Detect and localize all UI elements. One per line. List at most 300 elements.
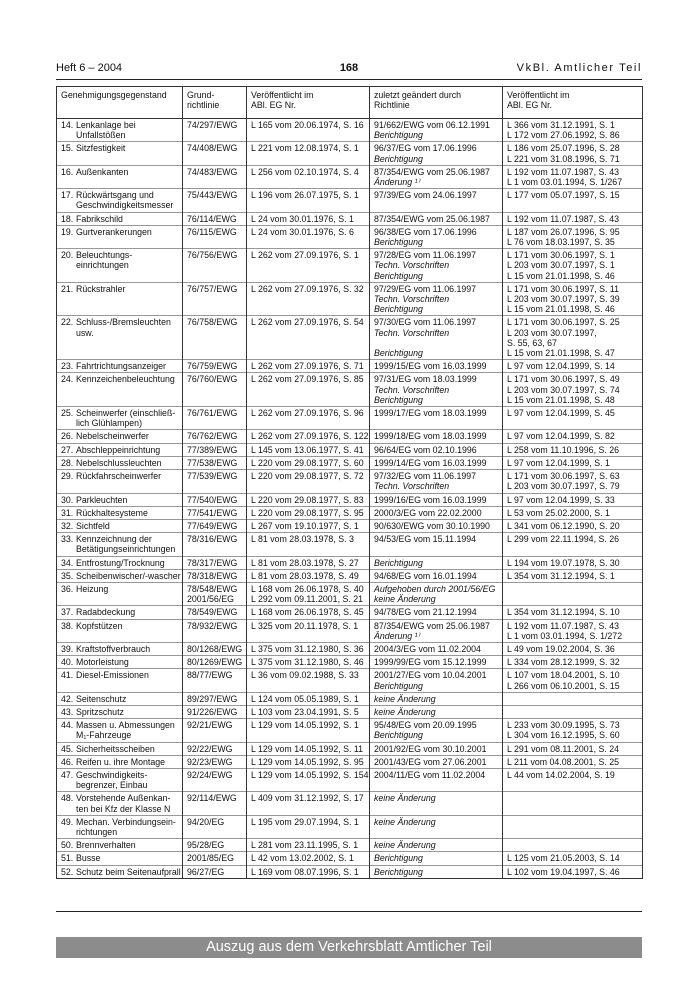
table-row [57,165,643,188]
table-row [57,642,643,655]
cell-line: 78/317/EWG [187,557,238,568]
cell-line: L 221 vom 31.08.1996, S. 71 [507,153,620,164]
subject-cell [57,119,183,142]
table-row [57,443,643,456]
cell-line: L 49 vom 19.02.2004, S. 36 [507,643,615,654]
subject-cell [57,407,183,430]
cell-line: 95/48/EG vom 20.09.1995 [374,720,477,731]
amended-by-cell [370,865,503,878]
published-cell [247,719,370,742]
table-row [57,360,643,373]
cell-line: Techn. Vorschriften [374,260,450,271]
subject-cell [57,189,183,212]
published-cell [247,470,370,493]
published-cell [247,282,370,316]
amend-published-cell [503,225,643,248]
cell-line: L 97 vom 12.04.1999, S. 82 [507,431,615,442]
cell-line: 1999/15/EG vom 16.03.1999 [374,361,487,372]
amended-by-cell [370,755,503,768]
cell-line: L 81 vom 28.03.1978, S. 3 [251,534,354,545]
row-number: 52. [61,866,74,877]
published-cell [247,316,370,360]
cell-line: 78/318/EWG [187,570,238,581]
cell-line: Techn. Vorschriften [374,384,450,395]
cell-line: L 171 vom 30.06.1997, S. 63 [507,471,620,482]
amended-by-cell [370,225,503,248]
cell-line: 96/64/EG vom 02.10.1996 [374,444,477,455]
subject-cell [57,212,183,225]
cell-line: 97/28/EG vom 11.06.1997 [374,250,477,261]
published-cell [247,852,370,865]
cell-line: L 354 vom 31.12.1994, S. 1 [507,570,615,581]
base-directive-cell [183,373,247,407]
subject-cell [57,225,183,248]
table-row [57,519,643,532]
subject-text: Rückfahrscheinwerfer [76,471,162,482]
cell-line: 2001/85/EG [187,853,234,864]
published-cell [247,742,370,755]
published-cell [247,556,370,569]
published-cell [247,249,370,283]
subject-text: usw. [76,327,94,338]
col-header-base-directive: Grund- richtlinie [183,87,247,119]
amended-by-cell [370,493,503,506]
base-directive-cell [183,569,247,582]
subject-cell [57,815,183,838]
published-cell [247,407,370,430]
row-number: 34. [61,557,74,568]
table-row [57,316,643,360]
row-number: 41. [61,670,74,681]
amend-published-cell [503,852,643,865]
base-directive-cell [183,533,247,556]
base-directive-cell [183,692,247,705]
cell-line: 94/20/EG [187,816,225,827]
cell-line: L 107 vom 18.04.2001, S. 10 [507,670,620,681]
subject-text: Massen u. Abmessungen [76,720,175,731]
cell-line: 76/758/EWG [187,317,238,328]
row-number: 30. [61,494,74,505]
cell-line: L 1 vom 03.01.1994, S. 1/272 [507,630,623,641]
amended-by-cell [370,692,503,705]
cell-line: keine Änderung [374,706,436,717]
published-cell [247,189,370,212]
amend-published-cell [503,142,643,165]
cell-line: 74/483/EWG [187,166,238,177]
amended-by-cell [370,705,503,718]
published-cell [247,533,370,556]
cell-line: L 341 vom 06.12.1990, S. 20 [507,520,620,531]
amend-published-cell [503,119,643,142]
table-row [57,719,643,742]
table-row [57,606,643,619]
cell-line: 78/932/EWG [187,620,238,631]
published-cell [247,142,370,165]
cell-line: L 24 vom 30.01.1976, S. 1 [251,213,354,224]
amend-published-cell [503,165,643,188]
published-cell [247,656,370,669]
amended-by-cell [370,852,503,865]
cell-line: 92/23/EWG [187,756,233,767]
row-number: 17. [61,190,74,201]
cell-line: L 187 vom 26.07.1996, S. 95 [507,226,620,237]
subject-text: begrenzer, Einbau [76,780,148,791]
cell-line: 77/539/EWG [187,471,238,482]
cell-line: L 103 vom 23.04.1991, S. 5 [251,706,359,717]
subject-cell [57,606,183,619]
table-row [57,852,643,865]
cell-line: L 97 vom 12.04.1999, S. 1 [507,457,610,468]
amend-published-cell [503,212,643,225]
table-row [57,456,643,469]
table-row [57,119,643,142]
cell-line: 76/115/EWG [187,226,237,237]
cell-line: 76/759/EWG [187,361,238,372]
subject-text: Gurtverankerungen [76,226,152,237]
cell-line: 2004/3/EG vom 11.02.2004 [374,643,481,654]
amended-by-cell [370,792,503,815]
cell-line: 1999/17/EG vom 18.03.1999 [374,408,487,419]
table-row [57,533,643,556]
page-header [56,62,642,78]
row-number: 49. [61,816,74,827]
amend-published-cell [503,373,643,407]
cell-line: Berichtigung [374,680,423,691]
cell-line: L 258 vom 11.10.1996, S. 26 [507,444,619,455]
subject-text: Kennzeichnung der [76,534,152,545]
amended-by-cell [370,360,503,373]
base-directive-cell [183,519,247,532]
row-number: 45. [61,743,74,754]
cell-line: L 169 vom 08.07.1996, S. 1 [251,866,359,877]
amended-by-cell [370,569,503,582]
subject-cell [57,719,183,742]
subject-cell [57,705,183,718]
subject-cell [57,165,183,188]
published-cell [247,225,370,248]
amend-published-cell [503,692,643,705]
row-number: 20. [61,250,74,261]
amend-published-cell [503,839,643,852]
cell-line: L 129 vom 14.05.1992, S. 11 [251,743,363,754]
cell-line: L 102 vom 19.04.1997, S. 46 [507,866,620,877]
subject-cell [57,470,183,493]
cell-line: L 267 vom 19.10.1977, S. 1 [251,520,359,531]
published-cell [247,456,370,469]
cell-line: 74/408/EWG [187,143,238,154]
amend-published-cell [503,719,643,742]
amend-published-cell [503,815,643,838]
cell-line: 76/761/EWG [187,408,238,419]
subject-text: Heizung [76,583,109,594]
cell-line: L 220 vom 29.08.1977, S. 83 [251,494,364,505]
row-number: 39. [61,643,74,654]
cell-line: 87/354/EWG vom 25.06.1987 [374,620,490,631]
subject-cell [57,569,183,582]
base-directive-cell [183,755,247,768]
row-number: 27. [61,444,74,455]
cell-line: L 1 vom 03.01.1994, S. 1/267 [507,177,623,188]
table-row [57,865,643,878]
base-directive-cell [183,642,247,655]
row-number: 28. [61,457,74,468]
amended-by-cell [370,719,503,742]
cell-line: L 97 vom 12.04.1999, S. 33 [507,494,615,505]
table-row [57,556,643,569]
cell-line: L 15 vom 21.01.1998, S. 48 [507,394,615,405]
cell-line: L 203 vom 30.07.1997, S. 74 [507,384,620,395]
base-directive-cell [183,165,247,188]
table-row [57,619,643,642]
subject-cell [57,142,183,165]
cell-line: Berichtigung [374,348,423,359]
cell-line: L 220 vom 29.08.1977, S. 60 [251,457,364,468]
published-cell [247,506,370,519]
subject-text: Schutz beim Seitenaufprall [76,866,181,877]
cell-line: L 145 vom 13.06.1977, S. 41 [251,444,364,455]
subject-text: Rückhaltesysteme [76,507,148,518]
row-number: 36. [61,583,74,594]
subject-cell [57,282,183,316]
base-directive-cell [183,705,247,718]
subject-text: Mechan. Verbindungsein- [76,816,176,827]
cell-line: L 177 vom 05.07.1997, S. 15 [507,190,620,201]
cell-line: 92/21/EWG [187,720,233,731]
published-cell [247,792,370,815]
row-number: 37. [61,607,74,618]
subject-cell [57,768,183,791]
cell-line: L 262 vom 27.09.1976, S. 122 [251,431,369,442]
subject-text: Kopfstützen [76,620,123,631]
row-number: 48. [61,793,74,804]
published-cell [247,692,370,705]
row-number: 21. [61,283,74,294]
cell-line: 77/389/EWG [187,444,238,455]
cell-line: L 262 vom 27.09.1976, S. 1 [251,250,359,261]
cell-line: Berichtigung [374,394,423,405]
subject-text: Reifen u. ihre Montage [76,756,165,767]
amended-by-cell [370,606,503,619]
cell-line: 1999/16/EG vom 16.03.1999 [374,494,487,505]
cell-line: L 76 vom 18.03.1997, S. 35 [507,237,615,248]
subject-cell [57,556,183,569]
cell-line: L 262 vom 27.09.1976, S. 32 [251,283,364,294]
amended-by-cell [370,642,503,655]
published-cell [247,569,370,582]
published-cell [247,119,370,142]
subject-text: Busse [76,853,101,864]
cell-line: L 44 vom 14.02.2004, S. 19 [507,769,615,780]
row-number: 19. [61,226,74,237]
amended-by-cell [370,839,503,852]
subject-text: Parkleuchten [76,494,128,505]
row-number: 14. [61,120,74,130]
base-directive-cell [183,669,247,692]
base-directive-cell [183,865,247,878]
cell-line: 88/77/EWG [187,670,233,681]
base-directive-cell [183,815,247,838]
table-row [57,839,643,852]
amended-by-cell [370,407,503,430]
cell-line: 2001/56/EG [187,594,234,605]
amend-published-cell [503,407,643,430]
amended-by-cell [370,556,503,569]
base-directive-cell [183,839,247,852]
cell-line: L 81 vom 28.03.1978, S. 49 [251,570,359,581]
cell-line: 89/297/EWG [187,693,238,704]
row-number: 24. [61,374,74,385]
amend-published-cell [503,656,643,669]
cell-line: L 203 vom 30.07.1997, [507,327,597,338]
cell-line: L 299 vom 22.11.1994, S. 26 [507,534,619,545]
base-directive-cell [183,582,247,605]
cell-line: 80/1269/EWG [187,657,243,668]
subject-cell [57,669,183,692]
amended-by-cell [370,142,503,165]
cell-line: L 325 vom 20.11.1978, S. 1 [251,620,359,631]
subject-cell [57,456,183,469]
footer-rule [56,911,642,912]
amended-by-cell [370,619,503,642]
cell-line: L 15 vom 21.01.1998, S. 46 [507,270,615,281]
cell-line: L 81 vom 28.03.1978, S. 27 [251,557,359,568]
cell-line: Berichtigung [374,153,423,164]
row-number: 38. [61,620,74,631]
table-body [57,119,643,879]
cell-line: L 195 vom 29.07.1994, S. 1 [251,816,359,827]
cell-line: L 304 vom 16.12.1995, S. 60 [507,730,620,741]
base-directive-cell [183,430,247,443]
cell-line: 80/1268/EWG [187,643,243,654]
subject-text: Kraftstoffverbrauch [76,643,151,654]
row-number: 32. [61,520,74,531]
cell-line: 76/756/EWG [187,250,238,261]
published-cell [247,755,370,768]
page-number: 168 [339,62,359,74]
cell-line: 74/297/EWG [187,120,238,130]
amend-published-cell [503,792,643,815]
table-row [57,692,643,705]
row-number: 46. [61,756,74,767]
cell-line: L 203 vom 30.07.1997, S. 1 [507,260,615,271]
cell-line: 91/662/EWG vom 06.12.1991 [374,120,490,130]
cell-line: Aufgehoben durch 2001/56/EG [374,583,496,594]
cell-line: 78/316/EWG [187,534,238,545]
subject-text: Beleuchtungs- [76,250,133,261]
amend-published-cell [503,506,643,519]
subject-text: Fahrtrichtungsanzeiger [76,361,166,372]
amended-by-cell [370,165,503,188]
table-row [57,792,643,815]
cell-line: Berichtigung [374,304,423,315]
amended-by-cell [370,470,503,493]
cell-line: Berichtigung [374,557,423,568]
published-cell [247,705,370,718]
table-row [57,582,643,605]
cell-line: 76/757/EWG [187,283,238,294]
published-cell [247,815,370,838]
row-number: 15. [61,143,74,154]
table-row [57,430,643,443]
subject-cell [57,443,183,456]
cell-line: 1999/18/EG vom 18.03.1999 [374,431,487,442]
cell-line: L 15 vom 21.01.1998, S. 47 [507,348,615,359]
cell-line: 78/548/EWG [187,583,238,594]
cell-line: L 262 vom 27.09.1976, S. 85 [251,374,364,385]
published-cell [247,839,370,852]
cell-line: Berichtigung [374,270,423,281]
cell-line: L 221 vom 12.08.1974, S. 1 [251,143,359,154]
table-row [57,189,643,212]
subject-text: lich Glühlampen) [76,418,143,429]
amend-published-cell [503,519,643,532]
subject-text: M₁-Fahrzeuge [76,730,132,741]
cell-line: L 262 vom 27.09.1976, S. 71 [251,361,364,372]
cell-line: 77/649/EWG [187,520,238,531]
cell-line: 97/32/EG vom 11.06.1997 [374,471,477,482]
amended-by-cell [370,519,503,532]
cell-line: keine Änderung [374,594,436,605]
cell-line: 94/78/EG vom 21.12.1994 [374,607,477,618]
row-number: 18. [61,213,74,224]
cell-line: 77/540/EWG [187,494,238,505]
row-number: 31. [61,507,74,518]
amend-published-cell [503,768,643,791]
subject-cell [57,506,183,519]
amended-by-cell [370,212,503,225]
subject-cell [57,755,183,768]
published-cell [247,519,370,532]
subject-cell [57,792,183,815]
cell-line: Berichtigung [374,866,423,877]
cell-line: L 354 vom 31.12.1994, S. 10 [507,607,620,618]
published-cell [247,582,370,605]
subject-text: Spritzschutz [76,706,124,717]
amend-published-cell [503,456,643,469]
cell-line: 75/443/EWG [187,190,238,201]
cell-line: L 262 vom 27.09.1976, S. 54 [251,317,364,328]
amend-published-cell [503,705,643,718]
amended-by-cell [370,249,503,283]
issue-label: Heft 6 – 2004 [56,62,123,74]
cell-line: 78/549/EWG [187,607,238,618]
base-directive-cell [183,656,247,669]
cell-line: 87/354/EWG vom 25.06.1987 [374,213,490,224]
cell-line: L 192 vom 11.07.1987, S. 43 [507,166,619,177]
amended-by-cell [370,456,503,469]
amend-published-cell [503,569,643,582]
cell-line: L 129 vom 14.05.1992, S. 95 [251,756,364,767]
subject-cell [57,430,183,443]
row-number: 33. [61,534,74,545]
amend-published-cell [503,755,643,768]
amended-by-cell [370,443,503,456]
amend-published-cell [503,642,643,655]
cell-line: L 281 vom 23.11.1995, S. 1 [251,840,359,851]
subject-text: einrichtungen [76,260,129,271]
cell-line: L 292 vom 09.11.2001, S. 21 [251,594,363,605]
row-number: 29. [61,471,74,482]
cell-line: L 366 vom 31.12.1991, S. 1 [507,120,615,130]
cell-line: 2001/27/EG vom 10.04.2001 [374,670,487,681]
base-directive-cell [183,443,247,456]
subject-text: Lenkanlage bei [76,120,136,130]
amend-published-cell [503,742,643,755]
subject-cell [57,692,183,705]
cell-line: 96/27/EG [187,866,225,877]
table-row [57,373,643,407]
cell-line: L 168 vom 26.06.1978, S. 45 [251,607,364,618]
